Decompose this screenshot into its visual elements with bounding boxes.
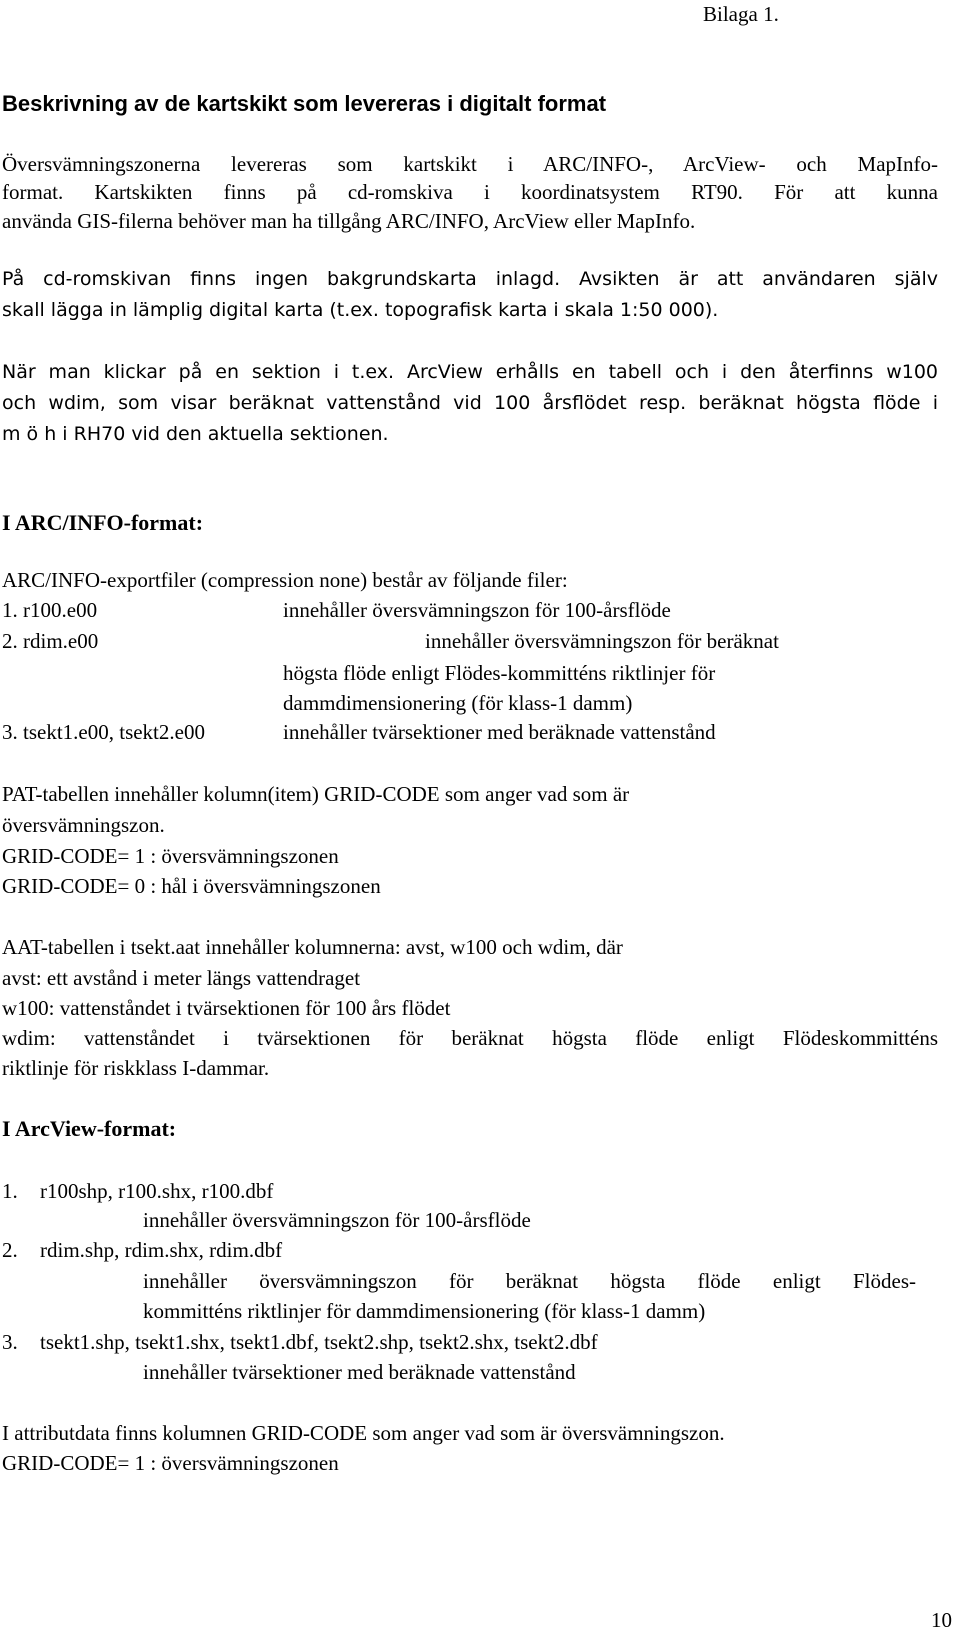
text-line: m ö h i RH70 vid den aktuella sektionen.: [2, 423, 389, 445]
appendix-label: Bilaga 1.: [703, 2, 779, 26]
arcinfo-heading: I ARC/INFO-format:: [2, 510, 204, 535]
text-line: GRID-CODE= 0 : hål i översvämningszonen: [2, 874, 381, 898]
file-description: innehåller översvämningszon för beräknat: [425, 629, 779, 653]
text-line: översvämningszon.: [2, 813, 165, 837]
file-description: innehåller översvämningszon för 100-årsflöde: [143, 1208, 531, 1232]
file-description: högsta flöde enligt Flödes-kommitténs riktlinjer för: [283, 661, 716, 685]
list-number: 1.: [2, 1179, 18, 1203]
file-name: 1. r100.e00: [2, 598, 98, 622]
file-description: innehåller översvämningszon för beräknat högsta flöde enligt Flödes-: [143, 1269, 916, 1293]
file-name: tsekt1.shp, tsekt1.shx, tsekt1.dbf, tsekt2.shp, tsekt2.shx, tsekt2.dbf: [40, 1330, 598, 1354]
text-line: PAT-tabellen innehåller kolumn(item) GRID-CODE som anger vad som är: [2, 782, 630, 806]
arcview-heading: I ArcView-format:: [2, 1116, 177, 1141]
text-line: wdim: vattenståndet i tvärsektionen för beräknat högsta flöde enligt Flödeskommitténs: [2, 1026, 938, 1050]
text-line: GRID-CODE= 1 : översvämningszonen: [2, 1451, 339, 1475]
file-description: dammdimensionering (för klass-1 damm): [283, 691, 633, 715]
text-line: och wdim, som visar beräknat vattenstånd vid 100 årsflödet resp. beräknat högsta flöde i: [2, 392, 938, 414]
text-line: På cd-romskivan finns ingen bakgrundskarta inlagd. Avsikten är att användaren själv: [2, 268, 938, 290]
text-line: GRID-CODE= 1 : översvämningszonen: [2, 844, 339, 868]
text-line: w100: vattenståndet i tvärsektionen för 100 års flödet: [2, 996, 451, 1020]
page-title: Beskrivning av de kartskikt som levereras i digitalt format: [2, 91, 607, 116]
file-name: 2. rdim.e00: [2, 629, 99, 653]
file-name: r100shp, r100.shx, r100.dbf: [40, 1179, 274, 1203]
file-description: innehåller tvärsektioner med beräknade vattenstånd: [143, 1360, 576, 1384]
text-line: riktlinje för riskklass I-dammar.: [2, 1056, 270, 1080]
arcinfo-intro: ARC/INFO-exportfiler (compression none) består av följande filer:: [2, 568, 568, 592]
text-line: Översvämningszonerna levereras som kartskikt i ARC/INFO-, ArcView- och MapInfo-: [2, 152, 938, 176]
list-number: 3.: [2, 1330, 18, 1354]
text-line: I attributdata finns kolumnen GRID-CODE som anger vad som är översvämningszon.: [2, 1421, 725, 1445]
text-line: När man klickar på en sektion i t.ex. ArcView erhålls en tabell och i den återfinns w100: [2, 361, 938, 383]
text-line: AAT-tabellen i tsekt.aat innehåller kolumnerna: avst, w100 och wdim, där: [2, 935, 623, 959]
file-description: kommitténs riktlinjer för dammdimensionering (för klass-1 damm): [143, 1299, 706, 1323]
file-name: 3. tsekt1.e00, tsekt2.e00: [2, 720, 205, 744]
file-name: rdim.shp, rdim.shx, rdim.dbf: [40, 1238, 283, 1262]
text-line: avst: ett avstånd i meter längs vattendraget: [2, 966, 361, 990]
page-number: 10: [931, 1608, 952, 1632]
file-description: innehåller tvärsektioner med beräknade vattenstånd: [283, 720, 716, 744]
text-line: använda GIS-filerna behöver man ha tillgång ARC/INFO, ArcView eller MapInfo.: [2, 209, 696, 233]
text-line: format. Kartskikten finns på cd-romskiva i koordinatsystem RT90. För att kunna: [2, 180, 938, 204]
list-number: 2.: [2, 1238, 18, 1262]
file-description: innehåller översvämningszon för 100-årsflöde: [283, 598, 671, 622]
text-line: skall lägga in lämplig digital karta (t.ex. topografisk karta i skala 1:50 000).: [2, 299, 719, 321]
